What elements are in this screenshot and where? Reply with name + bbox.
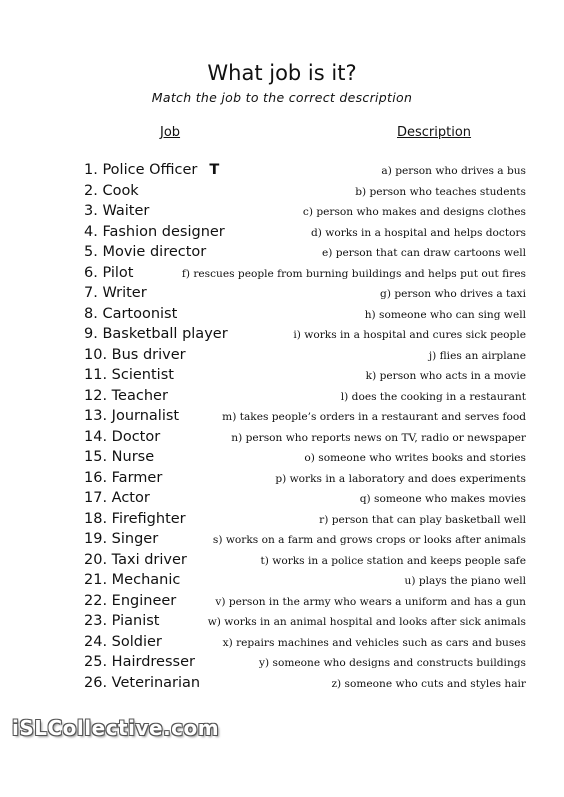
description-item: a) person who drives a bus <box>381 165 526 177</box>
job-item <box>84 324 228 344</box>
description-item: f) rescues people from burning buildings and helps put out fires <box>181 267 526 280</box>
list-item <box>0 263 564 284</box>
job-item <box>84 673 200 693</box>
description-item: u) plays the piano well <box>404 575 526 587</box>
list-item <box>0 468 564 489</box>
job-label: 6. Pilot <box>84 264 134 281</box>
job-label: 10. Bus driver <box>84 346 186 363</box>
job-label: 3. Waiter <box>84 203 150 219</box>
description-item: s) works on a farm and grows crops or looks after animals <box>212 534 526 546</box>
list-item <box>0 447 564 468</box>
description-item: x) repairs machines and vehicles such as cars and buses <box>222 636 526 649</box>
job-label: 5. Movie director <box>84 244 207 260</box>
description-item: w) works in an animal hospital and looks after sick animals <box>207 616 526 628</box>
job-label: 26. Veterinarian <box>84 674 201 691</box>
description-item: h) someone who can sing well <box>364 308 526 321</box>
job-item <box>84 263 133 283</box>
list-item <box>0 283 564 304</box>
job-label: 24. Soldier <box>84 633 162 650</box>
list-item <box>0 181 564 202</box>
job-item <box>84 488 150 508</box>
list-item <box>0 550 564 571</box>
job-item <box>84 632 162 652</box>
description-item: g) person who drives a taxi <box>380 288 526 300</box>
watermark-logo: iSLCollective.com <box>12 716 220 740</box>
description-item: c) person who makes and designs clothes <box>302 206 526 218</box>
job-label: 17. Actor <box>84 490 150 506</box>
job-item <box>84 427 160 447</box>
list-item <box>0 160 564 181</box>
job-label: 4. Fashion designer <box>84 223 225 240</box>
job-label: 23. Pianist <box>84 613 160 629</box>
job-item <box>84 160 219 180</box>
list-item <box>0 427 564 448</box>
job-label: 16. Farmer <box>84 469 163 486</box>
job-item <box>84 365 174 385</box>
job-label: 7. Writer <box>84 285 147 301</box>
job-column-header: Job <box>160 125 181 140</box>
job-item <box>84 386 168 406</box>
description-item: i) works in a hospital and cures sick people <box>293 329 526 341</box>
job-label: 22. Engineer <box>84 592 177 609</box>
list-item <box>0 201 564 222</box>
description-item: j) flies an airplane <box>428 349 526 362</box>
description-item: q) someone who makes movies <box>359 493 526 505</box>
list-item <box>0 324 564 345</box>
page-title: What job is it? <box>207 61 357 85</box>
job-item <box>84 611 159 631</box>
job-item <box>84 222 225 242</box>
job-label: 20. Taxi driver <box>84 551 187 568</box>
list-item <box>0 365 564 386</box>
list-item <box>0 611 564 632</box>
job-item <box>84 570 180 590</box>
description-item: o) someone who writes books and stories <box>304 452 526 464</box>
list-item <box>0 591 564 612</box>
job-item <box>84 181 139 201</box>
description-item: z) someone who cuts and styles hair <box>331 677 526 690</box>
job-label: 11. Scientist <box>84 367 174 383</box>
description-item: p) works in a laboratory and does experiments <box>275 472 526 485</box>
job-label: 13. Journalist <box>84 408 180 424</box>
description-item: l) does the cooking in a restaurant <box>340 390 526 403</box>
job-item <box>84 447 154 467</box>
job-label: 12. Teacher <box>84 387 168 404</box>
job-item <box>84 468 162 488</box>
list-item <box>0 345 564 366</box>
job-label: 1. Police Officer <box>84 162 198 178</box>
description-item: v) person in the army who wears a uniform and has a gun <box>215 595 526 608</box>
job-label: 25. Hairdresser <box>84 654 195 670</box>
job-label: 2. Cook <box>84 182 139 199</box>
list-item <box>0 673 564 694</box>
page-subtitle: Match the job to the correct description <box>151 90 413 105</box>
description-item: e) person that can draw cartoons well <box>321 247 526 259</box>
job-item <box>84 345 186 365</box>
list-item <box>0 304 564 325</box>
job-label: 15. Nurse <box>84 449 155 465</box>
description-item: y) someone who designs and constructs buildings <box>259 657 526 669</box>
description-item: m) takes people’s orders in a restaurant and serves food <box>222 411 526 423</box>
list-item <box>0 529 564 550</box>
job-item <box>84 201 149 221</box>
description-item: t) works in a police station and keeps people safe <box>260 554 526 567</box>
list-item <box>0 242 564 263</box>
job-item <box>84 406 179 426</box>
answer-mark: T <box>209 162 220 178</box>
list-item <box>0 488 564 509</box>
job-item <box>84 529 158 549</box>
job-label: 14. Doctor <box>84 428 161 445</box>
matching-list <box>0 160 564 693</box>
job-label: 19. Singer <box>84 531 159 547</box>
job-item <box>84 283 147 303</box>
description-item: n) person who reports news on TV, radio or newspaper <box>231 431 526 444</box>
list-item <box>0 509 564 530</box>
job-item <box>84 652 195 672</box>
job-label: 18. Firefighter <box>84 510 186 527</box>
job-item <box>84 242 206 262</box>
job-item <box>84 550 187 570</box>
job-label: 8. Cartoonist <box>84 305 178 322</box>
job-item <box>84 591 176 611</box>
job-item <box>84 509 186 529</box>
list-item <box>0 386 564 407</box>
description-item: r) person that can play basketball well <box>319 513 526 526</box>
description-item: k) person who acts in a movie <box>365 370 526 382</box>
list-item <box>0 570 564 591</box>
job-label: 9. Basketball player <box>84 326 228 342</box>
description-item: d) works in a hospital and helps doctors <box>311 226 526 239</box>
description-column-header: Description <box>397 125 472 140</box>
job-item <box>84 304 177 324</box>
list-item <box>0 652 564 673</box>
list-item <box>0 406 564 427</box>
list-item <box>0 632 564 653</box>
description-item: b) person who teaches students <box>355 185 526 198</box>
job-label: 21. Mechanic <box>84 572 181 588</box>
list-item <box>0 222 564 243</box>
